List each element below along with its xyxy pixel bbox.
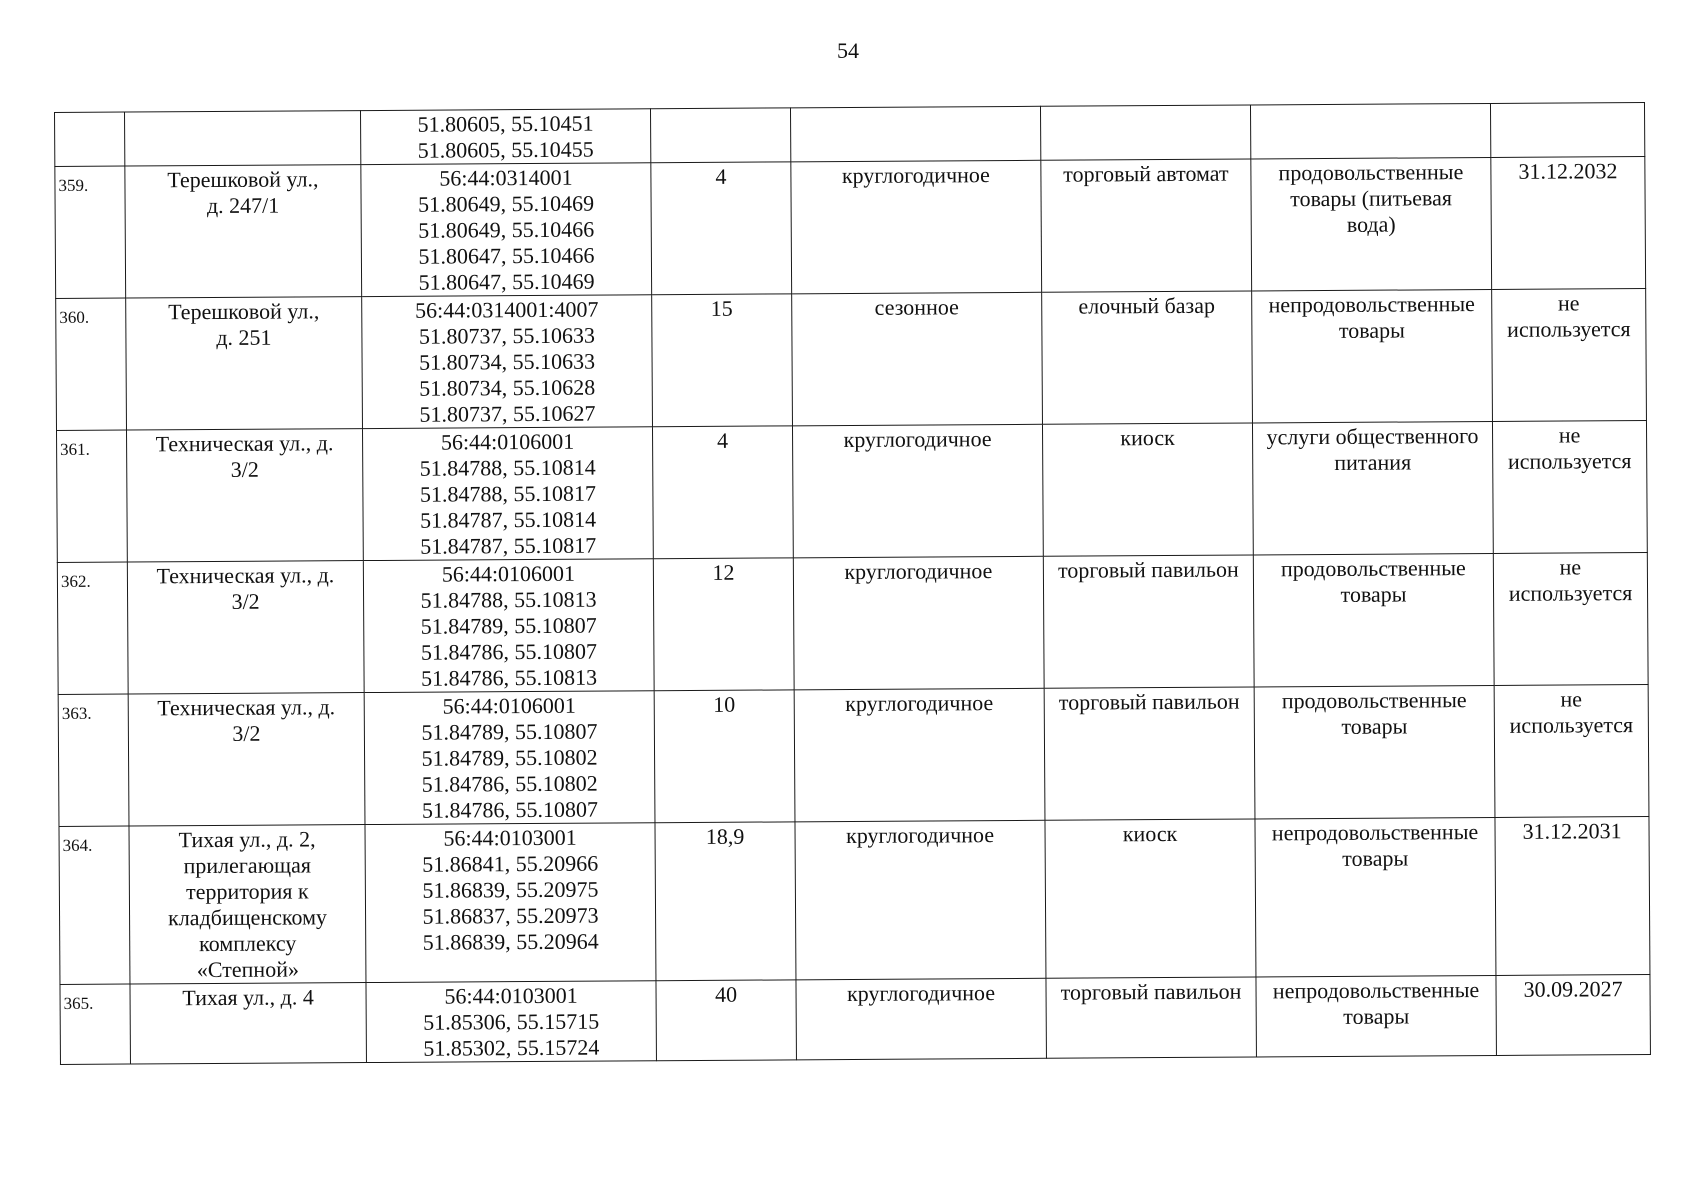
coordinate-line: 51.80647, 55.10469 <box>418 268 595 295</box>
date-line: 31.12.2031 <box>1522 818 1622 844</box>
cell-period: круглогодичное <box>791 160 1042 294</box>
specialization-line: товары <box>1341 713 1408 739</box>
cell-type: киоск <box>1045 819 1256 978</box>
coordinate-line: 51.85306, 55.15715 <box>423 1008 600 1035</box>
address-line: д. 247/1 <box>206 192 280 219</box>
coordinate-line: 51.84788, 55.10817 <box>419 480 596 507</box>
date-line: не <box>1558 422 1581 448</box>
cell-coordinates <box>363 559 654 693</box>
coordinate-line: 51.80649, 55.10466 <box>418 216 595 243</box>
cell-specialization <box>1253 553 1494 687</box>
cell-specialization <box>1254 685 1495 819</box>
date-line: используется <box>1507 448 1632 474</box>
date-line: используется <box>1507 316 1631 342</box>
cell-coordinates <box>360 109 650 165</box>
specialization-line: товары <box>1340 581 1407 607</box>
cell-area: 4 <box>652 426 793 559</box>
address-line: 3/2 <box>230 456 259 482</box>
cell-period: круглогодичное <box>796 978 1046 1060</box>
cell-number: 360. <box>56 298 127 430</box>
cell-area: 40 <box>656 980 796 1061</box>
date-line: 31.12.2032 <box>1518 158 1618 184</box>
cell-type: торговый павильон <box>1044 687 1255 820</box>
cell-type <box>1040 105 1250 160</box>
specialization-line: непродовольственные <box>1271 819 1479 846</box>
coordinate-line: 51.84786, 55.10802 <box>421 770 598 797</box>
coordinate-line: 51.80737, 55.10633 <box>418 322 595 349</box>
table-row <box>58 684 1649 826</box>
coordinate-line: 51.80734, 55.10628 <box>419 374 596 401</box>
cell-period: круглогодичное <box>794 688 1045 822</box>
cell-period: круглогодичное <box>795 820 1046 980</box>
coordinate-line: 51.86839, 55.20964 <box>422 928 599 955</box>
specialization-line: товары <box>1343 1003 1410 1029</box>
coordinate-line: 56:44:0106001 <box>441 560 576 587</box>
cell-address <box>130 983 366 1064</box>
address-line: кладбищенскому <box>168 904 328 931</box>
cell-number: 361. <box>57 430 128 562</box>
coordinate-line: 56:44:0314001 <box>439 164 573 191</box>
specialization-line: питания <box>1334 449 1412 475</box>
address-line: прилегающая <box>183 852 311 879</box>
cell-specialization <box>1256 975 1496 1057</box>
cell-specialization <box>1251 157 1492 291</box>
cell-address <box>126 297 363 430</box>
date-line: используется <box>1509 712 1634 738</box>
cell-period <box>790 106 1040 162</box>
cell-specialization <box>1252 289 1493 423</box>
coordinate-line: 51.84787, 55.10817 <box>420 532 597 559</box>
coordinate-line: 51.85302, 55.15724 <box>423 1034 600 1061</box>
specialization-line: продовольственные <box>1278 159 1464 186</box>
cell-address <box>125 111 361 166</box>
table-row <box>57 552 1648 694</box>
coordinate-line: 51.84788, 55.10813 <box>420 586 597 613</box>
coordinate-line: 51.86837, 55.20973 <box>422 902 599 929</box>
coordinate-line: 56:44:0314001:4007 <box>415 296 599 323</box>
page-number: 54 <box>837 38 859 63</box>
coordinate-line: 56:44:0103001 <box>444 982 578 1009</box>
coordinate-line: 51.84789, 55.10807 <box>421 718 598 745</box>
cell-coordinates <box>361 163 652 297</box>
address-line: комплексу <box>199 930 297 957</box>
cell-date <box>1492 421 1647 554</box>
coordinate-line: 51.80734, 55.10633 <box>419 348 596 375</box>
cell-date <box>1495 816 1650 975</box>
address-line: Тихая ул., д. 4 <box>182 984 314 1011</box>
cell-date <box>1490 103 1644 158</box>
address-line: Техническая ул., д. <box>155 430 334 457</box>
cell-number: 359. <box>55 166 126 298</box>
table-row <box>56 289 1647 431</box>
cell-area: 18,9 <box>655 822 796 981</box>
address-line: Техническая ул., д. <box>156 562 335 589</box>
specialization-line: товары <box>1342 845 1409 871</box>
cell-type: торговый павильон <box>1043 555 1254 688</box>
coordinate-line: 56:44:0106001 <box>440 428 575 455</box>
cell-date <box>1493 552 1648 685</box>
cell-specialization <box>1250 103 1490 159</box>
address-line: территория к <box>186 878 309 905</box>
cell-period: сезонное <box>792 292 1043 426</box>
coordinate-line: 51.86841, 55.20966 <box>422 850 599 877</box>
specialization-line: непродовольственные <box>1268 291 1475 318</box>
coordinate-line: 51.84787, 55.10814 <box>419 506 597 533</box>
cell-area: 15 <box>652 294 793 427</box>
address-line: Тихая ул., д. 2, <box>178 826 316 853</box>
coordinate-line: 51.86839, 55.20975 <box>422 876 599 903</box>
address-line: Терешковой ул., <box>168 298 320 325</box>
cell-area: 4 <box>651 162 792 295</box>
coordinate-line: 56:44:0103001 <box>443 824 577 851</box>
cell-period: круглогодичное <box>792 424 1043 558</box>
cell-specialization <box>1252 421 1493 555</box>
specialization-line: товары <box>1338 317 1405 343</box>
cell-area: 12 <box>653 558 794 691</box>
table-row <box>57 421 1648 563</box>
cell-address <box>126 429 363 562</box>
cell-address <box>127 561 364 694</box>
cell-date <box>1494 684 1649 817</box>
coordinate-line: 51.80605, 55.10451 <box>417 110 594 137</box>
date-line: используется <box>1508 580 1633 606</box>
coordinate-line: 51.80605, 55.10455 <box>417 136 594 163</box>
table-body <box>55 103 1651 1065</box>
cell-area: 10 <box>654 690 795 823</box>
cell-number: 365. <box>60 984 131 1064</box>
cell-coordinates <box>362 427 653 561</box>
date-line: не <box>1560 686 1583 712</box>
date-line: не <box>1557 290 1580 316</box>
coordinate-line: 51.80649, 55.10469 <box>418 190 595 217</box>
cell-date <box>1496 974 1650 1055</box>
table-row <box>60 974 1650 1064</box>
coordinate-line: 51.84789, 55.10802 <box>421 744 598 771</box>
placement-table <box>54 102 1651 1065</box>
cell-number: 363. <box>58 694 129 826</box>
coordinate-line: 51.84789, 55.10807 <box>420 612 597 639</box>
cell-coordinates <box>366 981 656 1063</box>
coordinate-line: 51.84786, 55.10807 <box>420 638 597 665</box>
coordinate-line: 56:44:0106001 <box>442 692 576 719</box>
cell-date <box>1491 157 1646 290</box>
specialization-line: услуги общественного <box>1266 423 1479 450</box>
cell-coordinates <box>365 823 656 983</box>
cell-coordinates <box>362 295 653 429</box>
specialization-line: вода) <box>1346 211 1396 237</box>
cell-address <box>125 165 362 298</box>
specialization-line: непродовольственные <box>1272 977 1480 1004</box>
table-row-continued <box>55 103 1645 167</box>
coordinate-line: 51.84786, 55.10813 <box>420 664 598 691</box>
address-line: 3/2 <box>231 588 260 614</box>
coordinate-line: 51.84788, 55.10814 <box>419 454 596 481</box>
table-row <box>55 157 1646 299</box>
cell-coordinates <box>364 691 655 825</box>
coordinate-line: 51.80737, 55.10627 <box>419 400 596 427</box>
cell-address <box>128 693 365 826</box>
cell-type: торговый павильон <box>1046 977 1256 1058</box>
specialization-line: продовольственные <box>1280 555 1466 582</box>
address-line: 3/2 <box>232 720 261 746</box>
cell-type: елочный базар <box>1042 291 1253 424</box>
coordinate-line: 51.84786, 55.10807 <box>421 796 598 823</box>
cell-number <box>55 112 125 166</box>
cell-date <box>1492 289 1647 422</box>
date-line: 30.09.2027 <box>1523 976 1623 1002</box>
cell-area <box>650 108 790 163</box>
cell-type: торговый автомат <box>1041 159 1252 292</box>
cell-specialization <box>1255 817 1496 977</box>
cell-address <box>129 825 366 984</box>
coordinate-line: 51.80647, 55.10466 <box>418 242 595 269</box>
table-row <box>59 816 1650 984</box>
cell-number: 362. <box>57 562 128 694</box>
address-line: Терешковой ул., <box>167 166 319 193</box>
cell-type: киоск <box>1042 423 1253 556</box>
address-line: «Степной» <box>196 956 300 983</box>
specialization-line: продовольственные <box>1281 687 1467 714</box>
cell-period: круглогодичное <box>793 556 1044 690</box>
date-line: не <box>1559 554 1582 580</box>
specialization-line: товары (питьевая <box>1290 185 1453 212</box>
address-line: д. 251 <box>216 324 272 350</box>
address-line: Техническая ул., д. <box>157 694 336 721</box>
cell-number: 364. <box>59 826 130 984</box>
